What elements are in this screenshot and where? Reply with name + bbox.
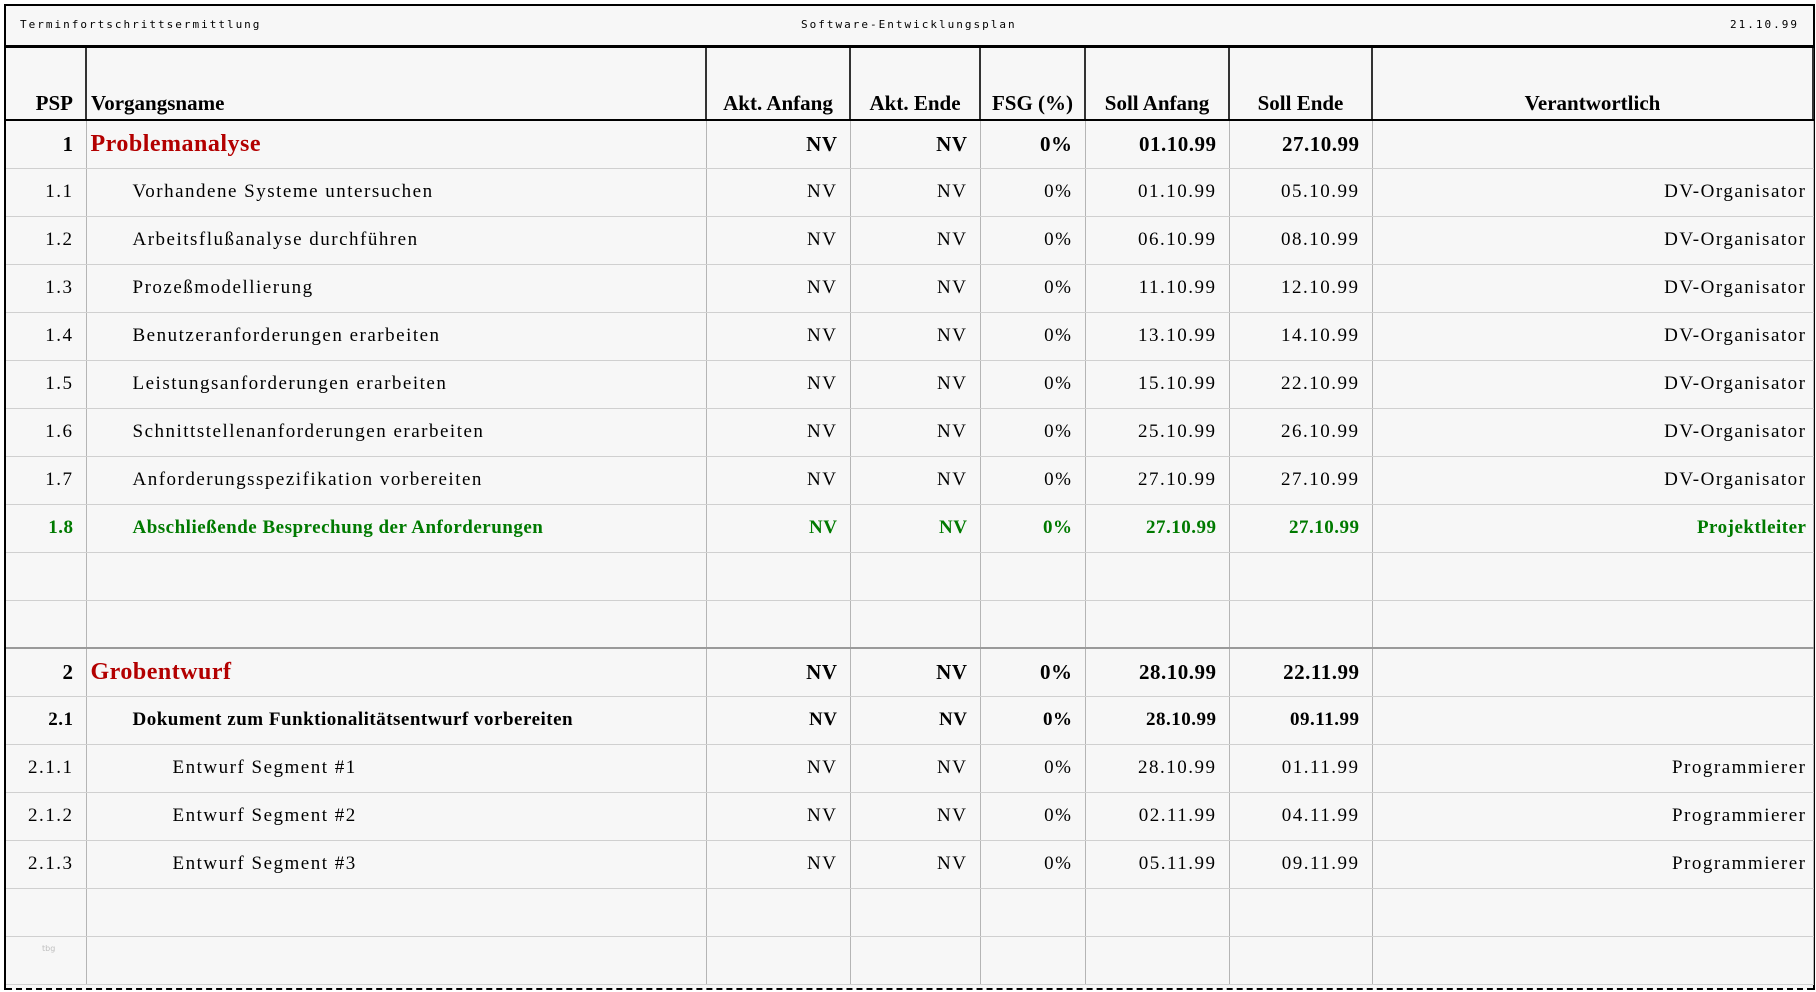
cell-name[interactable]: Prozeßmodellierung xyxy=(86,264,706,312)
table-row[interactable] xyxy=(6,744,1813,792)
cell-fsg[interactable]: 0% xyxy=(980,216,1085,264)
cell-psp[interactable] xyxy=(6,888,86,936)
cell-akt-anfang[interactable] xyxy=(706,936,850,984)
cell-soll-ende[interactable]: 27.10.99 xyxy=(1229,456,1372,504)
cell-name[interactable]: Problemanalyse xyxy=(86,120,706,168)
table-row[interactable] xyxy=(6,504,1813,552)
table-row[interactable] xyxy=(6,840,1813,888)
cell-akt-anfang[interactable]: NV xyxy=(706,504,850,552)
cell-verantwortlich[interactable]: Programmierer xyxy=(1372,792,1813,840)
table-row[interactable] xyxy=(6,360,1813,408)
table-row[interactable] xyxy=(6,120,1813,168)
cell-akt-anfang[interactable]: NV xyxy=(706,744,850,792)
cell-soll-ende[interactable]: 09.11.99 xyxy=(1229,696,1372,744)
cell-soll-ende[interactable]: 05.10.99 xyxy=(1229,168,1372,216)
cell-akt-anfang[interactable]: NV xyxy=(706,792,850,840)
cell-name[interactable]: Abschließende Besprechung der Anforderungen xyxy=(86,504,706,552)
cell-psp[interactable]: 1.4 xyxy=(6,312,86,360)
cell-akt-anfang[interactable]: NV xyxy=(706,408,850,456)
cell-akt-ende[interactable]: NV xyxy=(850,120,980,168)
cell-name[interactable]: Benutzeranforderungen erarbeiten xyxy=(86,312,706,360)
cell-akt-anfang[interactable]: NV xyxy=(706,312,850,360)
cell-akt-ende[interactable]: NV xyxy=(850,168,980,216)
cell-fsg[interactable]: 0% xyxy=(980,360,1085,408)
cell-verantwortlich[interactable] xyxy=(1372,552,1813,600)
cell-akt-ende[interactable]: NV xyxy=(850,696,980,744)
cell-akt-ende[interactable] xyxy=(850,936,980,984)
cell-soll-anfang[interactable]: 28.10.99 xyxy=(1085,744,1229,792)
cell-soll-anfang[interactable]: 27.10.99 xyxy=(1085,504,1229,552)
cell-akt-anfang[interactable]: NV xyxy=(706,168,850,216)
cell-fsg[interactable]: 0% xyxy=(980,696,1085,744)
table-row[interactable] xyxy=(6,696,1813,744)
cell-name[interactable]: Vorhandene Systeme untersuchen xyxy=(86,168,706,216)
cell-psp[interactable]: 1.6 xyxy=(6,408,86,456)
cell-psp[interactable]: 2 xyxy=(6,648,86,696)
cell-verantwortlich[interactable] xyxy=(1372,888,1813,936)
cell-akt-ende[interactable]: NV xyxy=(850,504,980,552)
cell-akt-ende[interactable]: NV xyxy=(850,648,980,696)
table-row[interactable] xyxy=(6,456,1813,504)
cell-soll-anfang[interactable] xyxy=(1085,552,1229,600)
table-row[interactable] xyxy=(6,648,1813,696)
column-header-row xyxy=(6,48,1813,120)
cell-verantwortlich[interactable] xyxy=(1372,696,1813,744)
cell-psp[interactable]: 1.1 xyxy=(6,168,86,216)
cell-psp[interactable]: 1 xyxy=(6,120,86,168)
cell-akt-ende[interactable]: NV xyxy=(850,312,980,360)
cell-soll-ende[interactable]: 09.11.99 xyxy=(1229,840,1372,888)
cell-verantwortlich[interactable]: DV-Organisator xyxy=(1372,168,1813,216)
col-header-akt-ende[interactable]: Akt. Ende xyxy=(850,48,980,120)
cell-verantwortlich[interactable]: DV-Organisator xyxy=(1372,408,1813,456)
cell-soll-anfang[interactable]: 27.10.99 xyxy=(1085,456,1229,504)
cell-fsg[interactable]: 0% xyxy=(980,168,1085,216)
cell-name[interactable] xyxy=(86,936,706,984)
cell-soll-anfang[interactable]: 11.10.99 xyxy=(1085,264,1229,312)
cell-akt-ende[interactable]: NV xyxy=(850,408,980,456)
cell-name[interactable]: Grobentwurf xyxy=(86,648,706,696)
col-header-verantwortlich[interactable]: Verantwortlich xyxy=(1372,48,1813,120)
faint-mark: tbg xyxy=(42,944,56,953)
project-title: Software-Entwicklungsplan xyxy=(801,18,1017,31)
cell-akt-ende[interactable]: NV xyxy=(850,840,980,888)
cell-verantwortlich[interactable] xyxy=(1372,648,1813,696)
table-row[interactable] xyxy=(6,312,1813,360)
cell-fsg[interactable] xyxy=(980,936,1085,984)
cell-soll-ende[interactable] xyxy=(1229,936,1372,984)
cell-psp[interactable]: 1.2 xyxy=(6,216,86,264)
cell-akt-ende[interactable] xyxy=(850,600,980,648)
cell-fsg[interactable]: 0% xyxy=(980,312,1085,360)
cell-soll-ende[interactable] xyxy=(1229,888,1372,936)
cell-soll-ende[interactable]: 22.10.99 xyxy=(1229,360,1372,408)
cell-soll-anfang[interactable]: 28.10.99 xyxy=(1085,648,1229,696)
cell-name[interactable]: Entwurf Segment #3 xyxy=(86,840,706,888)
cell-soll-ende[interactable] xyxy=(1229,600,1372,648)
cell-akt-anfang[interactable] xyxy=(706,888,850,936)
cell-verantwortlich[interactable]: Projektleiter xyxy=(1372,504,1813,552)
cell-soll-ende[interactable]: 12.10.99 xyxy=(1229,264,1372,312)
cell-fsg[interactable] xyxy=(980,888,1085,936)
cell-akt-anfang[interactable] xyxy=(706,552,850,600)
cell-fsg[interactable] xyxy=(980,600,1085,648)
cell-akt-anfang[interactable]: NV xyxy=(706,840,850,888)
cell-soll-anfang[interactable]: 06.10.99 xyxy=(1085,216,1229,264)
cell-psp[interactable]: 1.5 xyxy=(6,360,86,408)
cell-akt-anfang[interactable]: NV xyxy=(706,456,850,504)
table-row[interactable] xyxy=(6,216,1813,264)
cell-soll-ende[interactable]: 26.10.99 xyxy=(1229,408,1372,456)
cell-psp[interactable]: 1.3 xyxy=(6,264,86,312)
cell-soll-ende[interactable]: 14.10.99 xyxy=(1229,312,1372,360)
page-break-line xyxy=(6,988,1813,990)
col-header-psp[interactable]: PSP xyxy=(6,48,86,120)
cell-soll-ende[interactable]: 04.11.99 xyxy=(1229,792,1372,840)
cell-soll-ende[interactable]: 01.11.99 xyxy=(1229,744,1372,792)
col-header-fsg[interactable]: FSG (%) xyxy=(980,48,1085,120)
cell-fsg[interactable]: 0% xyxy=(980,792,1085,840)
cell-name[interactable]: Leistungsanforderungen erarbeiten xyxy=(86,360,706,408)
cell-psp[interactable]: 1.8 xyxy=(6,504,86,552)
cell-verantwortlich[interactable]: DV-Organisator xyxy=(1372,216,1813,264)
cell-fsg[interactable]: 0% xyxy=(980,120,1085,168)
cell-fsg[interactable]: 0% xyxy=(980,504,1085,552)
empty-row[interactable] xyxy=(6,936,1813,984)
cell-soll-anfang[interactable]: 13.10.99 xyxy=(1085,312,1229,360)
cell-akt-ende[interactable]: NV xyxy=(850,360,980,408)
report-header xyxy=(6,6,1813,48)
cell-verantwortlich[interactable]: DV-Organisator xyxy=(1372,312,1813,360)
cell-fsg[interactable] xyxy=(980,552,1085,600)
cell-akt-ende[interactable]: NV xyxy=(850,792,980,840)
task-table xyxy=(6,48,1814,985)
cell-akt-ende[interactable]: NV xyxy=(850,264,980,312)
cell-akt-ende[interactable]: NV xyxy=(850,216,980,264)
col-header-akt-anfang[interactable]: Akt. Anfang xyxy=(706,48,850,120)
report-date: 21.10.99 xyxy=(1730,18,1799,31)
cell-verantwortlich[interactable]: Programmierer xyxy=(1372,744,1813,792)
table-row[interactable] xyxy=(6,264,1813,312)
cell-fsg[interactable]: 0% xyxy=(980,456,1085,504)
cell-name[interactable]: Anforderungsspezifikation vorbereiten xyxy=(86,456,706,504)
cell-soll-ende[interactable] xyxy=(1229,552,1372,600)
cell-psp[interactable]: 2.1 xyxy=(6,696,86,744)
cell-psp[interactable]: 2.1.1 xyxy=(6,744,86,792)
col-header-vorgangsname[interactable]: Vorgangsname xyxy=(86,48,706,120)
cell-verantwortlich[interactable]: Programmierer xyxy=(1372,840,1813,888)
col-header-soll-ende[interactable]: Soll Ende xyxy=(1229,48,1372,120)
cell-verantwortlich[interactable]: DV-Organisator xyxy=(1372,456,1813,504)
cell-soll-anfang[interactable]: 15.10.99 xyxy=(1085,360,1229,408)
cell-soll-anfang[interactable]: 01.10.99 xyxy=(1085,168,1229,216)
cell-soll-ende[interactable]: 27.10.99 xyxy=(1229,120,1372,168)
cell-akt-ende[interactable]: NV xyxy=(850,744,980,792)
cell-soll-anfang[interactable]: 02.11.99 xyxy=(1085,792,1229,840)
cell-akt-ende[interactable] xyxy=(850,552,980,600)
cell-soll-anfang[interactable] xyxy=(1085,888,1229,936)
cell-name[interactable]: Entwurf Segment #1 xyxy=(86,744,706,792)
cell-psp[interactable] xyxy=(6,552,86,600)
cell-fsg[interactable]: 0% xyxy=(980,264,1085,312)
cell-akt-anfang[interactable]: NV xyxy=(706,696,850,744)
table-row[interactable] xyxy=(6,792,1813,840)
cell-fsg[interactable]: 0% xyxy=(980,648,1085,696)
col-header-soll-anfang[interactable]: Soll Anfang xyxy=(1085,48,1229,120)
cell-psp[interactable] xyxy=(6,600,86,648)
empty-row[interactable] xyxy=(6,888,1813,936)
cell-soll-anfang[interactable] xyxy=(1085,600,1229,648)
cell-verantwortlich[interactable] xyxy=(1372,120,1813,168)
cell-verantwortlich[interactable] xyxy=(1372,600,1813,648)
table-row[interactable] xyxy=(6,408,1813,456)
cell-psp[interactable]: 1.7 xyxy=(6,456,86,504)
cell-soll-anfang[interactable]: 28.10.99 xyxy=(1085,696,1229,744)
cell-akt-anfang[interactable] xyxy=(706,600,850,648)
cell-akt-anfang[interactable]: NV xyxy=(706,264,850,312)
cell-psp[interactable]: 2.1.2 xyxy=(6,792,86,840)
cell-verantwortlich[interactable]: DV-Organisator xyxy=(1372,264,1813,312)
table-row[interactable] xyxy=(6,168,1813,216)
cell-psp[interactable]: 2.1.3 xyxy=(6,840,86,888)
cell-akt-anfang[interactable]: NV xyxy=(706,216,850,264)
cell-akt-ende[interactable]: NV xyxy=(850,456,980,504)
cell-soll-ende[interactable]: 27.10.99 xyxy=(1229,504,1372,552)
cell-verantwortlich[interactable]: DV-Organisator xyxy=(1372,360,1813,408)
report-type-title: Terminfortschrittsermittlung xyxy=(20,18,262,31)
cell-soll-anfang[interactable]: 01.10.99 xyxy=(1085,120,1229,168)
cell-name[interactable]: Schnittstellenanforderungen erarbeiten xyxy=(86,408,706,456)
report-sheet xyxy=(4,4,1815,990)
cell-name[interactable] xyxy=(86,888,706,936)
cell-soll-ende[interactable]: 22.11.99 xyxy=(1229,648,1372,696)
empty-row[interactable] xyxy=(6,552,1813,600)
cell-verantwortlich[interactable] xyxy=(1372,936,1813,984)
cell-fsg[interactable]: 0% xyxy=(980,744,1085,792)
cell-name[interactable]: Dokument zum Funktionalitätsentwurf vorbereiten xyxy=(86,696,706,744)
cell-akt-anfang[interactable]: NV xyxy=(706,120,850,168)
cell-fsg[interactable]: 0% xyxy=(980,840,1085,888)
cell-soll-anfang[interactable] xyxy=(1085,936,1229,984)
cell-akt-anfang[interactable]: NV xyxy=(706,648,850,696)
cell-name[interactable] xyxy=(86,552,706,600)
cell-akt-anfang[interactable]: NV xyxy=(706,360,850,408)
empty-row[interactable] xyxy=(6,600,1813,648)
cell-name[interactable]: Arbeitsflußanalyse durchführen xyxy=(86,216,706,264)
cell-soll-anfang[interactable]: 05.11.99 xyxy=(1085,840,1229,888)
cell-akt-ende[interactable] xyxy=(850,888,980,936)
cell-soll-anfang[interactable]: 25.10.99 xyxy=(1085,408,1229,456)
cell-fsg[interactable]: 0% xyxy=(980,408,1085,456)
cell-name[interactable]: Entwurf Segment #2 xyxy=(86,792,706,840)
cell-name[interactable] xyxy=(86,600,706,648)
cell-soll-ende[interactable]: 08.10.99 xyxy=(1229,216,1372,264)
